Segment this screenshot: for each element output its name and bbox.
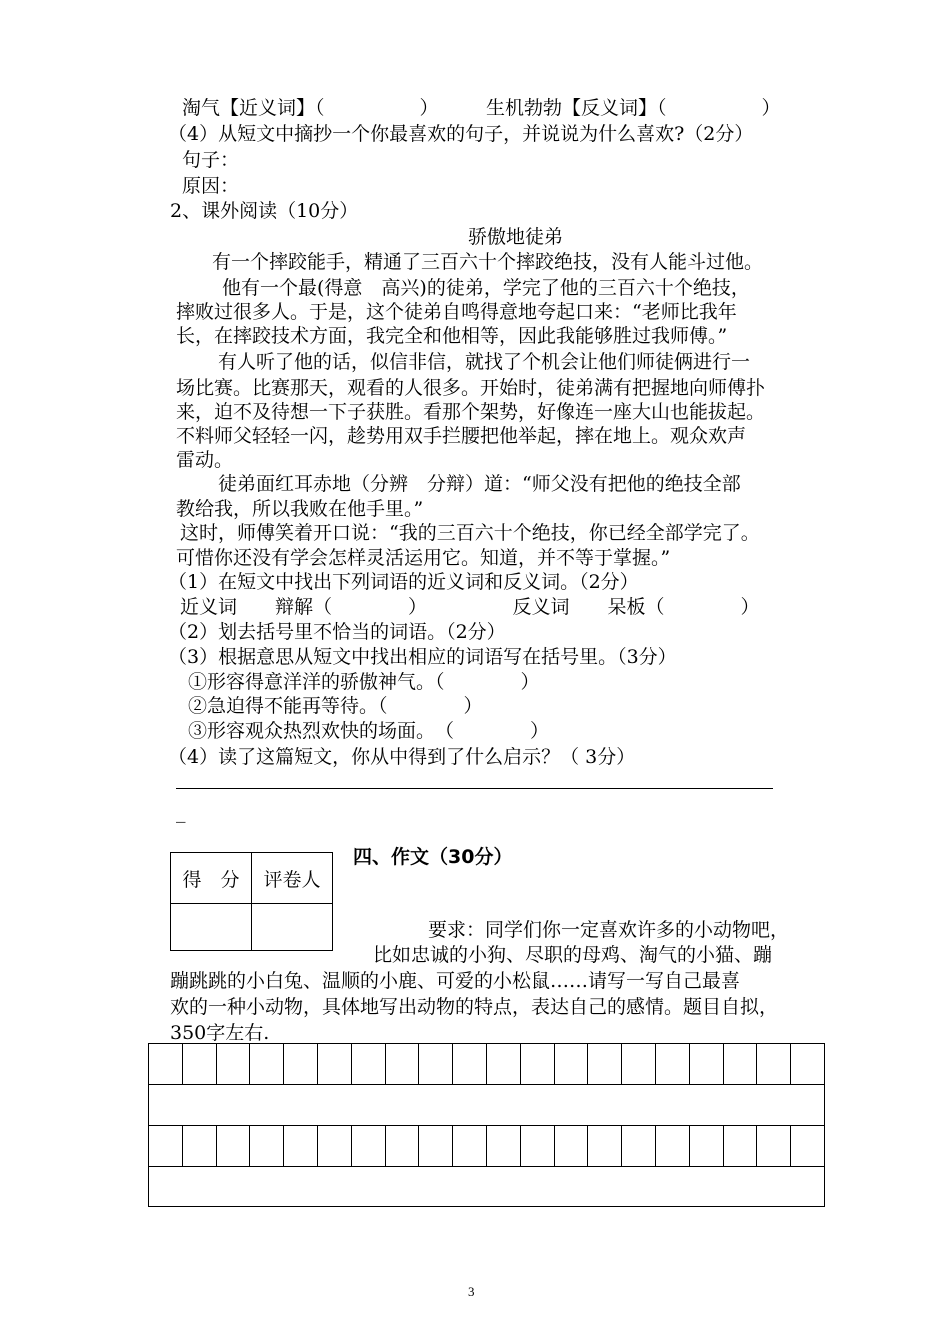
sentence-label: 句子： [182, 149, 240, 171]
section-extracurricular-reading: 2、课外阅读（10分） [170, 200, 359, 222]
question-4: （4）读了这篇短文，你从中得到了什么启示？（ 3分） [168, 746, 636, 768]
score-label: 得 分 [171, 853, 252, 904]
essay-requirement: 比如忠诚的小狗、尽职的母鸡、淘气的小猫、蹦 [373, 944, 773, 966]
story-line: 雷动。 [176, 449, 234, 471]
story-line: 可惜你还没有学会怎样灵活运用它。知道，并不等于掌握。” [176, 547, 671, 569]
story-line: 场比赛。比赛那天，观看的人很多。开始时，徒弟满有把握地向师傅扑 [176, 377, 766, 399]
story-line: 来，迫不及待想一下子获胜。看那个架势，好像连一座大山也能拔起。 [176, 401, 766, 423]
story-title: 骄傲地徒弟 [468, 226, 564, 248]
page-number: 3 [468, 1284, 475, 1299]
writing-grid-spacer [148, 1166, 825, 1207]
story-line: 有人听了他的话，似信非信，就找了个机会让他们师徒俩进行一 [218, 351, 751, 373]
answer-dash: _ [176, 801, 186, 823]
grader-label: 评卷人 [252, 853, 333, 904]
question-1: （1）在短文中找出下列词语的近义词和反义词。（2分） [168, 571, 639, 593]
essay-heading: 四、作文（30分） [353, 846, 513, 868]
grader-cell[interactable] [252, 904, 333, 951]
score-cell[interactable] [171, 904, 252, 951]
essay-requirement: 蹦跳跳的小白兔、温顺的小鹿、可爱的小松鼠……请写一写自己最喜 [170, 970, 741, 992]
story-line: 不料师父轻轻一闪，趁势用双手拦腰把他举起，摔在地上。观众欢声 [176, 425, 747, 447]
reason-label: 原因： [182, 175, 240, 197]
question-3-item: ①形容得意洋洋的骄傲神气。（ ） [188, 671, 540, 693]
story-line: 长，在摔跤技术方面，我完全和他相等，因此我能够胜过我师傅。” [176, 325, 728, 347]
essay-requirement: 350字左右. [170, 1022, 270, 1044]
question-2: （2）划去括号里不恰当的词语。（2分） [168, 621, 506, 643]
question-3: （3）根据意思从短文中找出相应的词语写在括号里。（3分） [168, 646, 677, 668]
question-3-item: ②急迫得不能再等待。（ ） [188, 695, 483, 717]
essay-requirement: 欢的一种小动物，具体地写出动物的特点，表达自己的感情。题目自拟， [170, 996, 779, 1018]
essay-requirement: 要求：同学们你一定喜欢许多的小动物吧， [428, 919, 790, 941]
score-box [170, 852, 333, 951]
story-line: 有一个摔跤能手，精通了三百六十个摔跤绝技，没有人能斗过他。 [212, 251, 764, 273]
synonym-antonym-line: 淘气【近义词】（ ） 生机勃勃【反义词】（ ） [182, 97, 781, 119]
question-1-blanks: 近义词 辩解（ ） 反义词 呆板（ ） [180, 596, 760, 618]
writing-grid-spacer [148, 1084, 825, 1126]
story-line: 这时，师傅笑着开口说：“我的三百六十个绝技，你已经全部学完了。 [180, 522, 760, 544]
story-line: 他有一个最(得意 高兴)的徒弟，学完了他的三百六十个绝技， [222, 277, 750, 299]
question-3-item: ③形容观众热烈欢快的场面。 （ ） [188, 720, 550, 742]
writing-grid-row[interactable] [148, 1043, 825, 1085]
answer-line [176, 788, 773, 789]
story-line: 教给我，所以我败在他手里。” [176, 498, 424, 520]
story-line: 徒弟面红耳赤地（分辨 分辩）道：“师父没有把他的绝技全部 [218, 473, 741, 495]
story-line: 摔败过很多人。于是，这个徒弟自鸣得意地夸起口来：“老师比我年 [176, 301, 737, 323]
question-4-prev: （4）从短文中摘抄一个你最喜欢的句子，并说说为什么喜欢?（2分） [168, 123, 754, 145]
writing-grid-row[interactable] [148, 1125, 825, 1167]
